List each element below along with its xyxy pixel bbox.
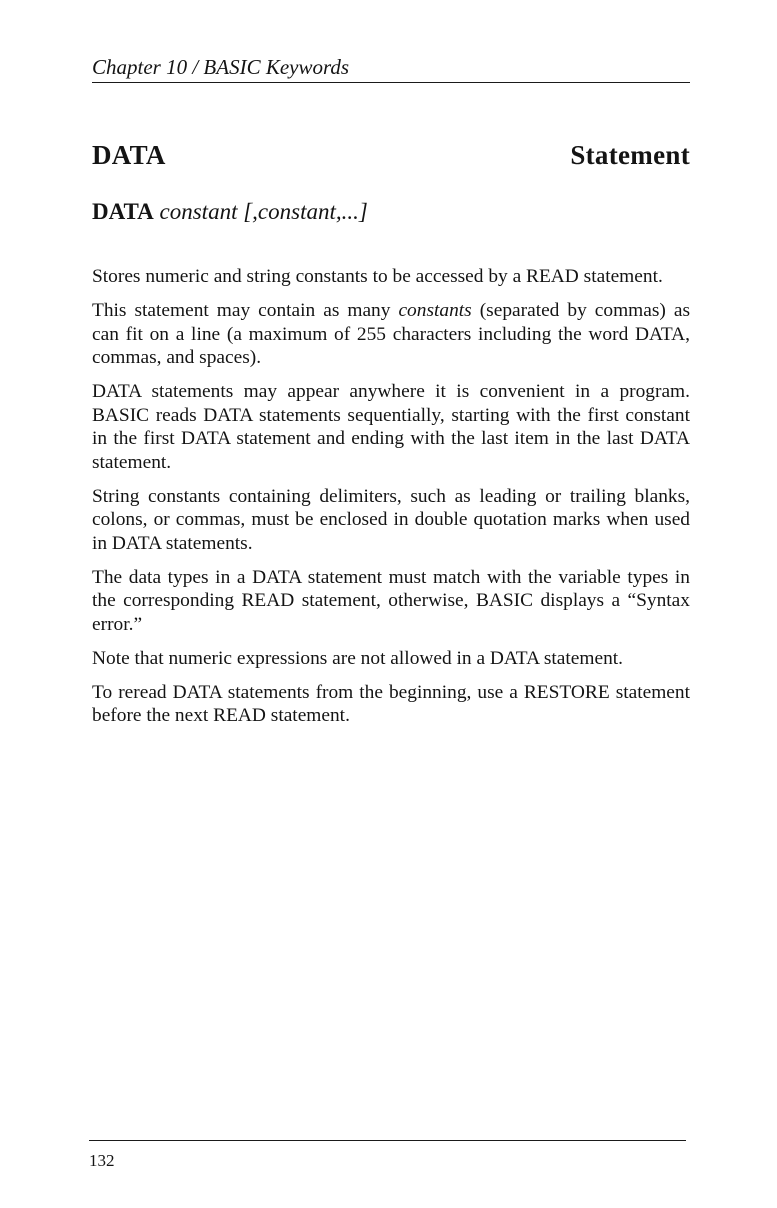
paragraph-5: The data types in a DATA statement must match with the variable types in the corresponding READ statement, otherwise, BASIC displays a “Syntax error.” (92, 566, 690, 635)
paragraph-3: DATA statements may appear anywhere it is convenient in a program. BASIC reads DATA statements sequentially, starting with the first constant in the first DATA statement and ending with the last item in the last DATA statement. (92, 381, 690, 473)
page-number: 132 (89, 1151, 115, 1170)
paragraph-2 (92, 299, 690, 370)
running-head-text: Chapter 10 / BASIC Keywords (92, 55, 350, 79)
paragraph-2-text-b: (separated by commas) as can fit on a line (a maximum of 255 characters including the word DATA, commas, and spaces). (92, 300, 690, 368)
paragraph-6: Note that numeric expressions are not allowed in a DATA statement. (92, 647, 624, 669)
footer-rule (89, 1140, 686, 1141)
body-text (92, 265, 690, 738)
entry-keyword: DATA (92, 140, 166, 170)
running-head (92, 54, 690, 83)
paragraph-4: String constants containing delimiters, such as leading or trailing blanks, colons, or commas, must be enclosed in double quotation marks when used in DATA statements. (92, 485, 690, 554)
syntax-keyword: DATA (92, 199, 154, 224)
syntax-arguments: constant [,constant,...] (159, 199, 368, 224)
paragraph-7: To reread DATA statements from the beginning, use a RESTORE statement before the next READ statement. (92, 681, 690, 726)
entry-category: Statement (570, 140, 690, 170)
syntax-line (92, 196, 368, 228)
paragraph-2-text-a: This statement may contain as many (92, 300, 399, 321)
paragraph-1: Stores numeric and string constants to be accessed by a READ statement. (92, 266, 663, 287)
entry-heading (92, 138, 690, 172)
paragraph-2-emphasis: constants (398, 300, 472, 321)
